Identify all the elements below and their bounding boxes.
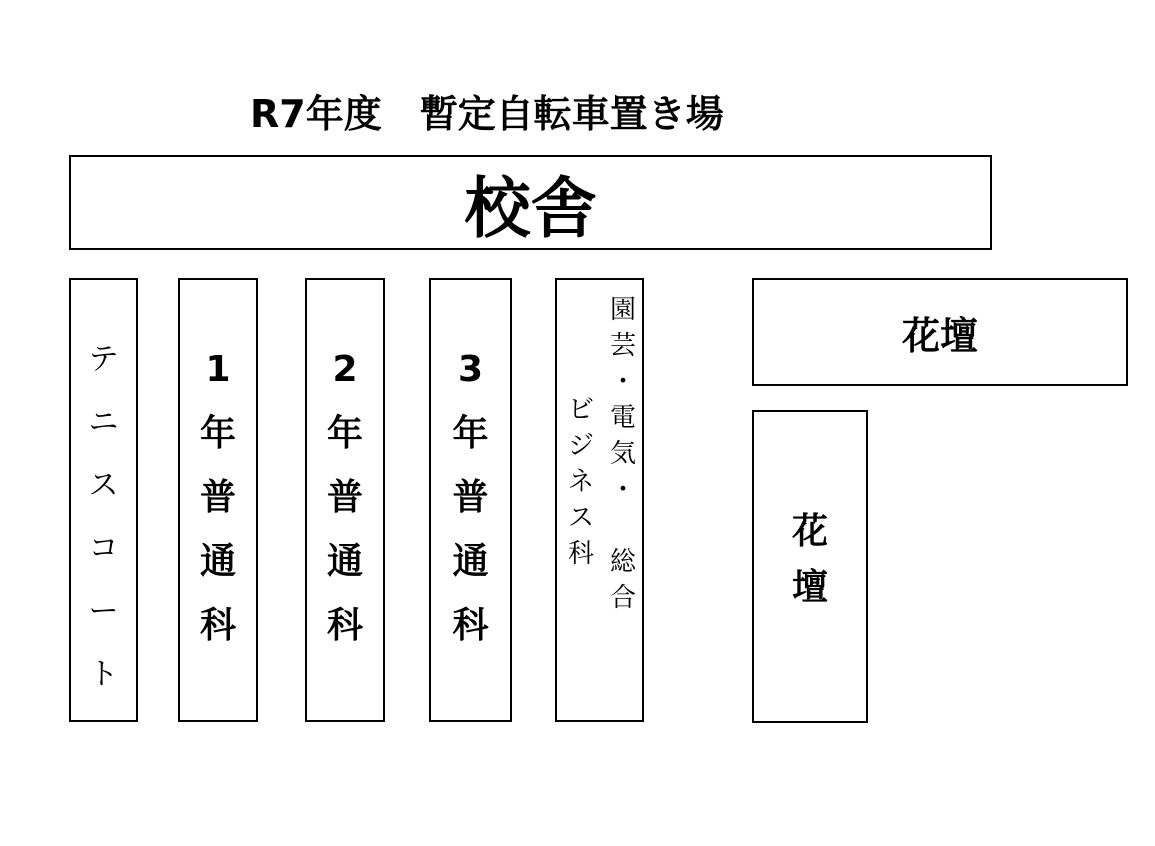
school-building — [69, 155, 992, 250]
parking-area-grade-2 — [305, 278, 385, 722]
parking-area-char: 科 — [199, 605, 236, 646]
specialty-char: ビ — [567, 395, 594, 425]
specialty-column-b — [561, 392, 601, 572]
school-building-label: 校舎 — [464, 170, 597, 247]
tennis-court-char: コ — [88, 531, 119, 566]
specialty-char: 園 — [609, 295, 636, 325]
parking-area-char: 通 — [199, 541, 236, 582]
parking-area-char: 年 — [452, 413, 489, 454]
parking-area-char: 年 — [326, 413, 363, 454]
specialty-char: ス — [567, 503, 594, 533]
specialty-char: ・ — [609, 367, 636, 397]
parking-area-grade-3 — [429, 278, 512, 722]
parking-area-char: 通 — [326, 541, 363, 582]
flower-bed-side-label — [754, 504, 866, 616]
parking-area-char: 普 — [199, 477, 236, 518]
tennis-court-label — [71, 328, 136, 706]
parking-area-char: 普 — [326, 477, 363, 518]
specialty-char: 気 — [609, 439, 636, 469]
parking-area-char: 普 — [452, 477, 489, 518]
specialty-char: 電 — [609, 403, 636, 433]
parking-area-char: 科 — [452, 605, 489, 646]
specialty-char: 科 — [567, 539, 594, 569]
tennis-court-char: ー — [88, 594, 119, 629]
parking-area-char: 2 — [332, 349, 358, 390]
tennis-court — [69, 278, 138, 722]
parking-area-char: 通 — [452, 541, 489, 582]
specialty-char: ネ — [567, 467, 594, 497]
parking-area-grade-1-label — [180, 338, 256, 658]
specialty-column-a — [603, 292, 643, 616]
tennis-court-char: ス — [88, 468, 119, 503]
specialty-char: ジ — [567, 431, 594, 461]
flower-bed-top-label: 花壇 — [901, 313, 978, 358]
flower-bed-top — [752, 278, 1128, 386]
tennis-court-char: テ — [88, 342, 119, 377]
specialty-char: 芸 — [609, 331, 636, 361]
flower-bed-side — [752, 410, 868, 723]
parking-area-grade-3-label — [431, 338, 510, 658]
tennis-court-char: ト — [88, 657, 119, 692]
parking-area-char: 科 — [326, 605, 363, 646]
parking-area-grade-1 — [178, 278, 258, 722]
flower-bed-side-char: 花 — [791, 511, 828, 552]
parking-area-char: 1 — [205, 349, 231, 390]
parking-area-specialty — [555, 278, 644, 722]
parking-area-grade-2-label — [307, 338, 383, 658]
parking-area-char: 3 — [457, 349, 484, 390]
tennis-court-char: ニ — [88, 405, 119, 440]
parking-area-char: 年 — [199, 413, 236, 454]
page-title: R7年度 暫定自転車置き場 — [250, 92, 724, 136]
specialty-char: 合 — [609, 583, 636, 613]
flower-bed-side-char: 壇 — [791, 567, 828, 608]
specialty-char: 総 — [609, 547, 636, 577]
specialty-char: ・ — [609, 475, 636, 505]
